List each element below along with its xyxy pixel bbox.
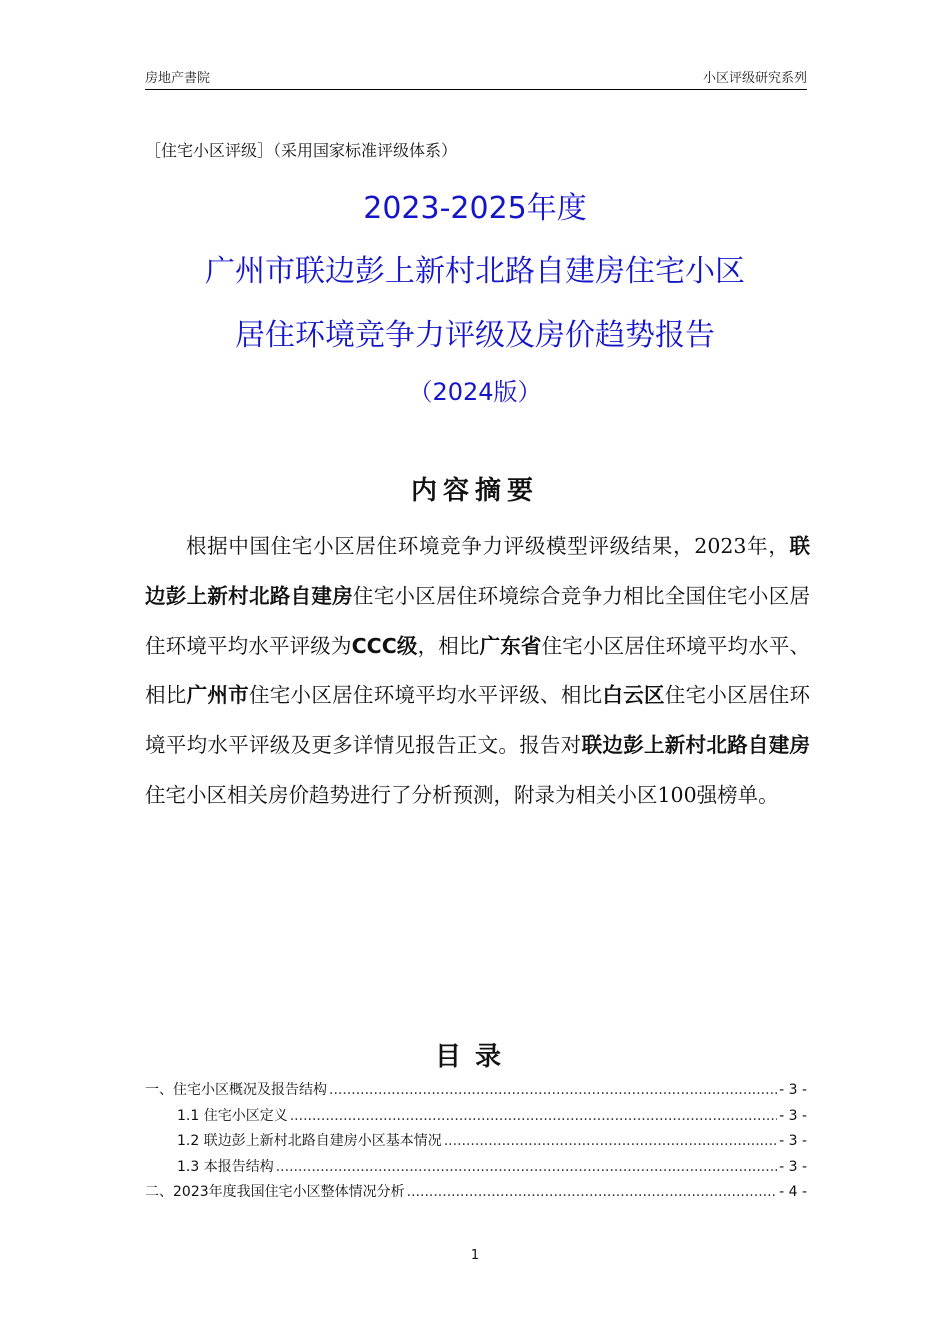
abstract-text: 住宅小区相关房价趋势进行了分析预测，附录为相关小区100强榜单。 (145, 782, 779, 807)
page-header (145, 67, 807, 89)
header-divider (145, 89, 807, 90)
toc-leader-dots (276, 1155, 777, 1181)
toc-entry-page: - 3 - (779, 1158, 807, 1175)
toc-entry-page: - 4 - (779, 1184, 807, 1200)
abstract-highlight: 广州市 (186, 683, 249, 708)
abstract-body (145, 522, 810, 821)
title-line-1: 2023-2025年度 (363, 191, 587, 226)
abstract-heading: 内容摘要 (410, 476, 539, 506)
report-category: ［住宅小区评级］（采用国家标准评级体系） (145, 141, 458, 160)
toc-leader-dots (329, 1078, 777, 1104)
toc-entry-label: 一、住宅小区概况及报告结构 (145, 1082, 327, 1098)
toc-entry[interactable] (145, 1078, 807, 1104)
title-line-2: 广州市联边彭上新村北路自建房住宅小区 (205, 254, 745, 289)
title-edition: （2024版） (408, 378, 542, 406)
abstract-highlight: 白云区 (602, 683, 665, 708)
abstract-highlight: 联边彭上新村北路自建房 (581, 733, 811, 758)
abstract-paragraph (145, 522, 810, 821)
toc-entry-page: - 3 - (779, 1082, 807, 1098)
abstract-text: 根据中国住宅小区居住环境竞争力评级模型评级结果，2023年， (186, 534, 790, 558)
toc-entry[interactable] (145, 1104, 807, 1130)
abstract-highlight: 广东省 (479, 633, 542, 658)
toc-entry-label: 二、2023年度我国住宅小区整体情况分析 (145, 1184, 405, 1200)
abstract-text: ，相比 (417, 633, 480, 658)
toc-entry-page: - 3 - (779, 1133, 807, 1149)
toc-entry[interactable] (145, 1180, 807, 1206)
table-of-contents (145, 1078, 807, 1206)
toc-entry-label: 1.2 联边彭上新村北路自建房小区基本情况 (177, 1133, 442, 1149)
page-number: 1 (470, 1248, 480, 1263)
abstract-highlight: 联边彭上新村北路自建房 (145, 534, 810, 608)
abstract-text: 住宅小区居住环境平均水平评级及更多详情见报告正文。报告对 (145, 683, 811, 758)
toc-heading: 目录 (434, 1042, 515, 1072)
toc-leader-dots (444, 1129, 777, 1155)
abstract-text: 住宅小区居住环境平均水平、相比 (145, 633, 811, 708)
toc-leader-dots (290, 1104, 777, 1130)
toc-leader-dots (407, 1180, 777, 1206)
toc-entry-page: - 3 - (779, 1107, 807, 1124)
toc-entry-label: 1.3 本报告结构 (177, 1158, 274, 1175)
title-line-3: 居住环境竞争力评级及房价趋势报告 (235, 318, 715, 353)
header-left-text: 房地产書院 (145, 71, 211, 86)
abstract-text: 住宅小区居住环境综合竞争力相比全国住宅小区居住环境平均水平评级为 (145, 583, 811, 658)
abstract-highlight: CCC级 (351, 633, 418, 658)
toc-entry[interactable] (145, 1129, 807, 1155)
header-right-text: 小区评级研究系列 (702, 71, 807, 86)
toc-entry[interactable] (145, 1155, 807, 1181)
abstract-text: 住宅小区居住环境平均水平评级、相比 (248, 683, 603, 708)
toc-entry-label: 1.1 住宅小区定义 (177, 1107, 288, 1124)
